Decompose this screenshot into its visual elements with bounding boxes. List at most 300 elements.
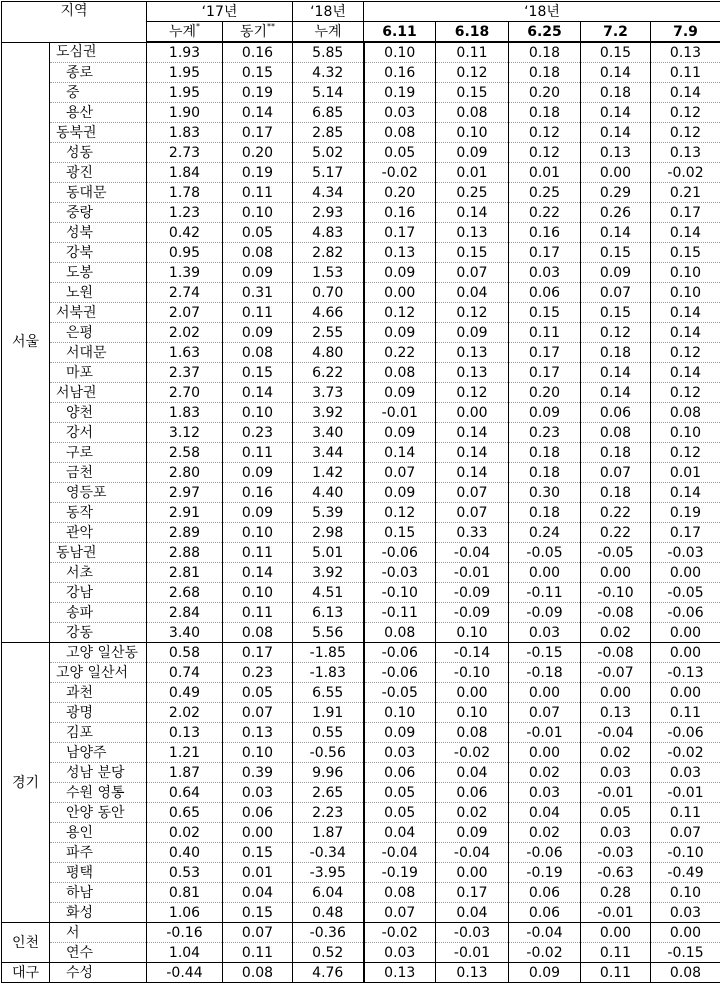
value-cell: 4.76 xyxy=(293,963,364,983)
value-cell: 0.00 xyxy=(651,563,720,583)
value-cell: 0.31 xyxy=(223,283,293,303)
table-row xyxy=(2,883,720,903)
value-cell: -0.36 xyxy=(293,923,364,943)
district-name: 화성 xyxy=(50,903,147,923)
value-cell: 1.83 xyxy=(147,123,223,143)
value-cell: 2.73 xyxy=(147,143,223,163)
value-cell: 0.07 xyxy=(436,503,509,523)
value-cell: 0.15 xyxy=(509,303,581,323)
value-cell: 0.25 xyxy=(436,183,509,203)
value-cell: 0.00 xyxy=(581,563,651,583)
district-name: 양천 xyxy=(50,403,147,423)
value-cell: -0.02 xyxy=(651,743,720,763)
value-cell: 0.03 xyxy=(651,763,720,783)
value-cell: 0.55 xyxy=(293,723,364,743)
value-cell: 1.91 xyxy=(293,703,364,723)
value-cell: 0.12 xyxy=(651,343,720,363)
value-cell: -0.07 xyxy=(581,663,651,683)
value-cell: 0.03 xyxy=(651,903,720,923)
value-cell: 0.52 xyxy=(293,943,364,963)
value-cell: 0.13 xyxy=(581,143,651,163)
district-name: 광진 xyxy=(50,163,147,183)
value-cell: 4.40 xyxy=(293,483,364,503)
value-cell: 0.14 xyxy=(436,423,509,443)
value-cell: 0.00 xyxy=(651,923,720,943)
table-row xyxy=(2,483,720,503)
value-cell: 0.06 xyxy=(223,803,293,823)
value-cell: 0.00 xyxy=(364,283,436,303)
value-cell: 1.21 xyxy=(147,743,223,763)
value-cell: 0.15 xyxy=(364,523,436,543)
value-cell: 0.18 xyxy=(509,443,581,463)
table-row xyxy=(2,183,720,203)
value-cell: 0.14 xyxy=(436,463,509,483)
table-row xyxy=(2,683,720,703)
value-cell: 5.14 xyxy=(293,83,364,103)
value-cell: 0.03 xyxy=(364,743,436,763)
value-cell: 0.16 xyxy=(364,63,436,83)
value-cell: 0.06 xyxy=(509,883,581,903)
value-cell: 1.04 xyxy=(147,943,223,963)
table-row xyxy=(2,243,720,263)
value-cell: 0.16 xyxy=(364,203,436,223)
value-cell: 3.73 xyxy=(293,383,364,403)
value-cell: 0.04 xyxy=(436,283,509,303)
table-row xyxy=(2,843,720,863)
value-cell: 0.02 xyxy=(581,743,651,763)
value-cell: 0.06 xyxy=(581,403,651,423)
value-cell: 2.37 xyxy=(147,363,223,383)
value-cell: 6.13 xyxy=(293,603,364,623)
value-cell: -0.03 xyxy=(581,843,651,863)
value-cell: 1.39 xyxy=(147,263,223,283)
value-cell: -0.14 xyxy=(436,643,509,663)
value-cell: 2.91 xyxy=(147,503,223,523)
value-cell: 0.13 xyxy=(581,703,651,723)
value-cell: 0.13 xyxy=(651,42,720,63)
value-cell: 0.00 xyxy=(651,643,720,663)
value-cell: 0.13 xyxy=(436,223,509,243)
value-cell: -0.05 xyxy=(651,583,720,603)
yoy-header: 동기** xyxy=(223,22,293,43)
table-row xyxy=(2,403,720,423)
value-cell: 0.95 xyxy=(147,243,223,263)
value-cell: 0.23 xyxy=(223,423,293,443)
value-cell: 6.04 xyxy=(293,883,364,903)
value-cell: 0.09 xyxy=(509,963,581,983)
value-cell: 4.32 xyxy=(293,63,364,83)
value-cell: 0.13 xyxy=(436,343,509,363)
value-cell: 0.14 xyxy=(581,223,651,243)
value-cell: -0.34 xyxy=(293,843,364,863)
value-cell: 0.12 xyxy=(436,63,509,83)
district-name: 연수 xyxy=(50,943,147,963)
value-cell: 0.42 xyxy=(147,223,223,243)
value-cell: -0.11 xyxy=(364,603,436,623)
value-cell: 0.64 xyxy=(147,783,223,803)
table-row xyxy=(2,823,720,843)
value-cell: 0.18 xyxy=(581,343,651,363)
value-cell: 0.17 xyxy=(364,223,436,243)
value-cell: 0.00 xyxy=(436,403,509,423)
value-cell: 0.65 xyxy=(147,803,223,823)
region-header: 지역 xyxy=(2,2,147,43)
value-cell: -0.10 xyxy=(651,843,720,863)
value-cell: 0.08 xyxy=(223,963,293,983)
value-cell: 0.00 xyxy=(509,743,581,763)
value-cell: 0.15 xyxy=(581,243,651,263)
value-cell: 0.23 xyxy=(509,423,581,443)
value-cell: 0.00 xyxy=(651,683,720,703)
value-cell: 9.96 xyxy=(293,763,364,783)
table-row xyxy=(2,103,720,123)
table-row xyxy=(2,503,720,523)
value-cell: 0.19 xyxy=(223,163,293,183)
district-name: 광명 xyxy=(50,703,147,723)
value-cell: 0.10 xyxy=(223,743,293,763)
value-cell: 2.80 xyxy=(147,463,223,483)
value-cell: 0.20 xyxy=(364,183,436,203)
value-cell: 0.13 xyxy=(436,963,509,983)
value-cell: 0.20 xyxy=(223,143,293,163)
value-cell: 0.03 xyxy=(509,263,581,283)
value-cell: 0.10 xyxy=(223,523,293,543)
value-cell: -0.56 xyxy=(293,743,364,763)
value-cell: 3.44 xyxy=(293,443,364,463)
value-cell: 0.10 xyxy=(651,263,720,283)
value-cell: 0.20 xyxy=(509,383,581,403)
value-cell: 0.81 xyxy=(147,883,223,903)
value-cell: 0.18 xyxy=(581,443,651,463)
cum-footnote-mark: * xyxy=(196,22,200,31)
value-cell: 2.07 xyxy=(147,303,223,323)
value-cell: 0.20 xyxy=(509,83,581,103)
value-cell: 0.17 xyxy=(223,123,293,143)
value-cell: -0.01 xyxy=(436,563,509,583)
region-label: 인천 xyxy=(2,923,50,963)
district-name: 중 xyxy=(50,83,147,103)
value-cell: 0.39 xyxy=(223,763,293,783)
value-cell: 6.22 xyxy=(293,363,364,383)
value-cell: 4.83 xyxy=(293,223,364,243)
value-cell: 0.10 xyxy=(223,403,293,423)
table-row xyxy=(2,803,720,823)
district-name: 서 xyxy=(50,923,147,943)
table-row xyxy=(2,163,720,183)
value-cell: -0.06 xyxy=(651,723,720,743)
value-cell: 0.10 xyxy=(436,123,509,143)
value-cell: -0.10 xyxy=(581,583,651,603)
value-cell: 5.85 xyxy=(293,42,364,63)
value-cell: 0.53 xyxy=(147,863,223,883)
value-cell: 2.81 xyxy=(147,563,223,583)
value-cell: 0.00 xyxy=(509,563,581,583)
value-cell: 0.17 xyxy=(651,523,720,543)
value-cell: 1.87 xyxy=(147,763,223,783)
value-cell: 0.14 xyxy=(223,383,293,403)
value-cell: 0.09 xyxy=(223,323,293,343)
value-cell: 0.02 xyxy=(509,763,581,783)
value-cell: 0.14 xyxy=(223,563,293,583)
district-name: 용산 xyxy=(50,103,147,123)
value-cell: 0.11 xyxy=(436,42,509,63)
value-cell: 0.48 xyxy=(293,903,364,923)
value-cell: 0.00 xyxy=(651,623,720,643)
value-cell: 0.03 xyxy=(223,783,293,803)
value-cell: 0.19 xyxy=(651,503,720,523)
district-name: 마포 xyxy=(50,363,147,383)
district-name: 동남권 xyxy=(50,543,147,563)
table-row xyxy=(2,303,720,323)
value-cell: -0.02 xyxy=(364,163,436,183)
value-cell: 0.09 xyxy=(364,483,436,503)
table-row xyxy=(2,543,720,563)
value-cell: 1.53 xyxy=(293,263,364,283)
table-body xyxy=(2,42,720,983)
district-name: 고양 일산서 xyxy=(50,663,147,683)
value-cell: -0.03 xyxy=(364,563,436,583)
district-name: 서남권 xyxy=(50,383,147,403)
value-cell: 5.56 xyxy=(293,623,364,643)
value-cell: 0.09 xyxy=(364,323,436,343)
value-cell: 0.05 xyxy=(223,223,293,243)
value-cell: 0.14 xyxy=(581,123,651,143)
table-row xyxy=(2,463,720,483)
value-cell: 0.12 xyxy=(651,103,720,123)
value-cell: 0.26 xyxy=(581,203,651,223)
value-cell: -0.05 xyxy=(509,543,581,563)
yoy-footnote-mark: ** xyxy=(267,22,275,31)
district-name: 구로 xyxy=(50,443,147,463)
value-cell: 0.11 xyxy=(581,943,651,963)
value-cell: 2.68 xyxy=(147,583,223,603)
value-cell: -0.04 xyxy=(581,723,651,743)
value-cell: 6.55 xyxy=(293,683,364,703)
value-cell: 0.01 xyxy=(223,863,293,883)
value-cell: 3.12 xyxy=(147,423,223,443)
value-cell: 5.17 xyxy=(293,163,364,183)
table-row xyxy=(2,583,720,603)
value-cell: 0.15 xyxy=(581,42,651,63)
district-name: 도심권 xyxy=(50,42,147,63)
value-cell: -0.06 xyxy=(509,843,581,863)
table-row xyxy=(2,643,720,663)
district-name: 남양주 xyxy=(50,743,147,763)
district-name: 중랑 xyxy=(50,203,147,223)
table-row xyxy=(2,423,720,443)
value-cell: -3.95 xyxy=(293,863,364,883)
value-cell: 2.65 xyxy=(293,783,364,803)
value-cell: 0.05 xyxy=(581,803,651,823)
value-cell: 0.12 xyxy=(436,383,509,403)
value-cell: 0.17 xyxy=(651,203,720,223)
value-cell: 0.12 xyxy=(651,383,720,403)
value-cell: 0.07 xyxy=(651,823,720,843)
value-cell: 0.17 xyxy=(509,343,581,363)
value-cell: -0.63 xyxy=(581,863,651,883)
value-cell: 0.07 xyxy=(223,703,293,723)
value-cell: 0.74 xyxy=(147,663,223,683)
value-cell: 0.01 xyxy=(651,463,720,483)
value-cell: 0.18 xyxy=(581,83,651,103)
value-cell: 0.25 xyxy=(509,183,581,203)
value-cell: 0.15 xyxy=(436,83,509,103)
value-cell: -0.01 xyxy=(509,723,581,743)
value-cell: 0.17 xyxy=(509,243,581,263)
value-cell: 0.08 xyxy=(581,423,651,443)
value-cell: 2.85 xyxy=(293,123,364,143)
district-name: 성남 분당 xyxy=(50,763,147,783)
week-header: 7.9 xyxy=(651,22,720,43)
table-row xyxy=(2,903,720,923)
table-row xyxy=(2,323,720,343)
district-name: 성북 xyxy=(50,223,147,243)
table-row xyxy=(2,943,720,963)
value-cell: -0.02 xyxy=(364,923,436,943)
table-row xyxy=(2,863,720,883)
district-name: 노원 xyxy=(50,283,147,303)
value-cell: 0.22 xyxy=(509,203,581,223)
value-cell: 0.00 xyxy=(223,823,293,843)
value-cell: 3.92 xyxy=(293,403,364,423)
value-cell: -0.18 xyxy=(509,663,581,683)
value-cell: 0.04 xyxy=(436,763,509,783)
value-cell: 0.11 xyxy=(223,603,293,623)
value-cell: 0.03 xyxy=(581,763,651,783)
district-name: 김포 xyxy=(50,723,147,743)
value-cell: 2.84 xyxy=(147,603,223,623)
value-cell: 0.11 xyxy=(223,183,293,203)
table-row xyxy=(2,263,720,283)
value-cell: 1.78 xyxy=(147,183,223,203)
value-cell: 0.11 xyxy=(223,943,293,963)
table-row xyxy=(2,123,720,143)
value-cell: 0.22 xyxy=(581,503,651,523)
week-header: 6.18 xyxy=(436,22,509,43)
value-cell: 0.09 xyxy=(223,503,293,523)
value-cell: -0.05 xyxy=(581,543,651,563)
table-row xyxy=(2,83,720,103)
value-cell: -0.01 xyxy=(364,403,436,423)
district-name: 관악 xyxy=(50,523,147,543)
value-cell: 0.09 xyxy=(509,403,581,423)
value-cell: -0.01 xyxy=(581,783,651,803)
table-row xyxy=(2,763,720,783)
value-cell: -0.15 xyxy=(651,943,720,963)
value-cell: 0.15 xyxy=(223,363,293,383)
cum18-header: 누계 xyxy=(293,22,364,43)
value-cell: 0.02 xyxy=(509,823,581,843)
week-header: 6.11 xyxy=(364,22,436,43)
value-cell: 0.15 xyxy=(223,843,293,863)
value-cell: -0.02 xyxy=(651,163,720,183)
value-cell: 0.14 xyxy=(581,383,651,403)
value-cell: 0.08 xyxy=(651,963,720,983)
value-cell: -0.06 xyxy=(364,663,436,683)
value-cell: 0.17 xyxy=(436,883,509,903)
value-cell: 0.00 xyxy=(581,683,651,703)
value-cell: -1.85 xyxy=(293,643,364,663)
value-cell: 1.84 xyxy=(147,163,223,183)
value-cell: 4.51 xyxy=(293,583,364,603)
value-cell: -0.04 xyxy=(436,543,509,563)
value-cell: 2.88 xyxy=(147,543,223,563)
value-cell: 0.28 xyxy=(581,883,651,903)
value-cell: -0.05 xyxy=(364,683,436,703)
value-cell: 3.92 xyxy=(293,563,364,583)
value-cell: 1.42 xyxy=(293,463,364,483)
value-cell: 0.18 xyxy=(509,63,581,83)
value-cell: 0.12 xyxy=(436,303,509,323)
value-cell: -0.19 xyxy=(364,863,436,883)
value-cell: 0.13 xyxy=(364,243,436,263)
year-18-weekly-header: ‘18년 xyxy=(364,2,720,22)
value-cell: 0.04 xyxy=(436,903,509,923)
table-row xyxy=(2,743,720,763)
value-cell: -0.03 xyxy=(436,923,509,943)
table-row xyxy=(2,343,720,363)
value-cell: 0.23 xyxy=(223,663,293,683)
value-cell: -0.01 xyxy=(651,783,720,803)
district-name: 금천 xyxy=(50,463,147,483)
value-cell: -0.08 xyxy=(581,643,651,663)
value-cell: 2.93 xyxy=(293,203,364,223)
value-cell: 0.16 xyxy=(223,483,293,503)
value-cell: 0.14 xyxy=(436,443,509,463)
cum17-header: 누계* xyxy=(147,22,223,43)
value-cell: 0.09 xyxy=(364,423,436,443)
table-row xyxy=(2,143,720,163)
value-cell: 0.04 xyxy=(223,883,293,903)
value-cell: 5.02 xyxy=(293,143,364,163)
value-cell: 0.40 xyxy=(147,843,223,863)
value-cell: -0.11 xyxy=(509,583,581,603)
table-row xyxy=(2,663,720,683)
district-name: 서초 xyxy=(50,563,147,583)
value-cell: 0.10 xyxy=(651,423,720,443)
value-cell: 0.13 xyxy=(223,723,293,743)
value-cell: 0.13 xyxy=(147,723,223,743)
value-cell: 5.01 xyxy=(293,543,364,563)
table-row xyxy=(2,523,720,543)
value-cell: 0.00 xyxy=(436,683,509,703)
value-cell: 0.09 xyxy=(223,263,293,283)
value-cell: 0.13 xyxy=(364,963,436,983)
value-cell: 0.11 xyxy=(651,63,720,83)
value-cell: 0.14 xyxy=(581,103,651,123)
table-row xyxy=(2,703,720,723)
value-cell: 0.18 xyxy=(509,503,581,523)
value-cell: -0.06 xyxy=(651,603,720,623)
value-cell: 0.18 xyxy=(509,42,581,63)
district-name: 동대문 xyxy=(50,183,147,203)
value-cell: -0.04 xyxy=(509,923,581,943)
value-cell: -1.83 xyxy=(293,663,364,683)
value-cell: 0.11 xyxy=(509,323,581,343)
value-cell: 0.70 xyxy=(293,283,364,303)
value-cell: 0.13 xyxy=(651,143,720,163)
value-cell: 0.15 xyxy=(651,243,720,263)
district-name: 동작 xyxy=(50,503,147,523)
value-cell: 0.15 xyxy=(581,303,651,323)
value-cell: -0.19 xyxy=(509,863,581,883)
value-cell: 0.08 xyxy=(364,883,436,903)
value-cell: 0.33 xyxy=(436,523,509,543)
value-cell: 0.14 xyxy=(651,83,720,103)
value-cell: -0.13 xyxy=(651,663,720,683)
value-cell: 0.07 xyxy=(364,463,436,483)
value-cell: 0.09 xyxy=(581,263,651,283)
